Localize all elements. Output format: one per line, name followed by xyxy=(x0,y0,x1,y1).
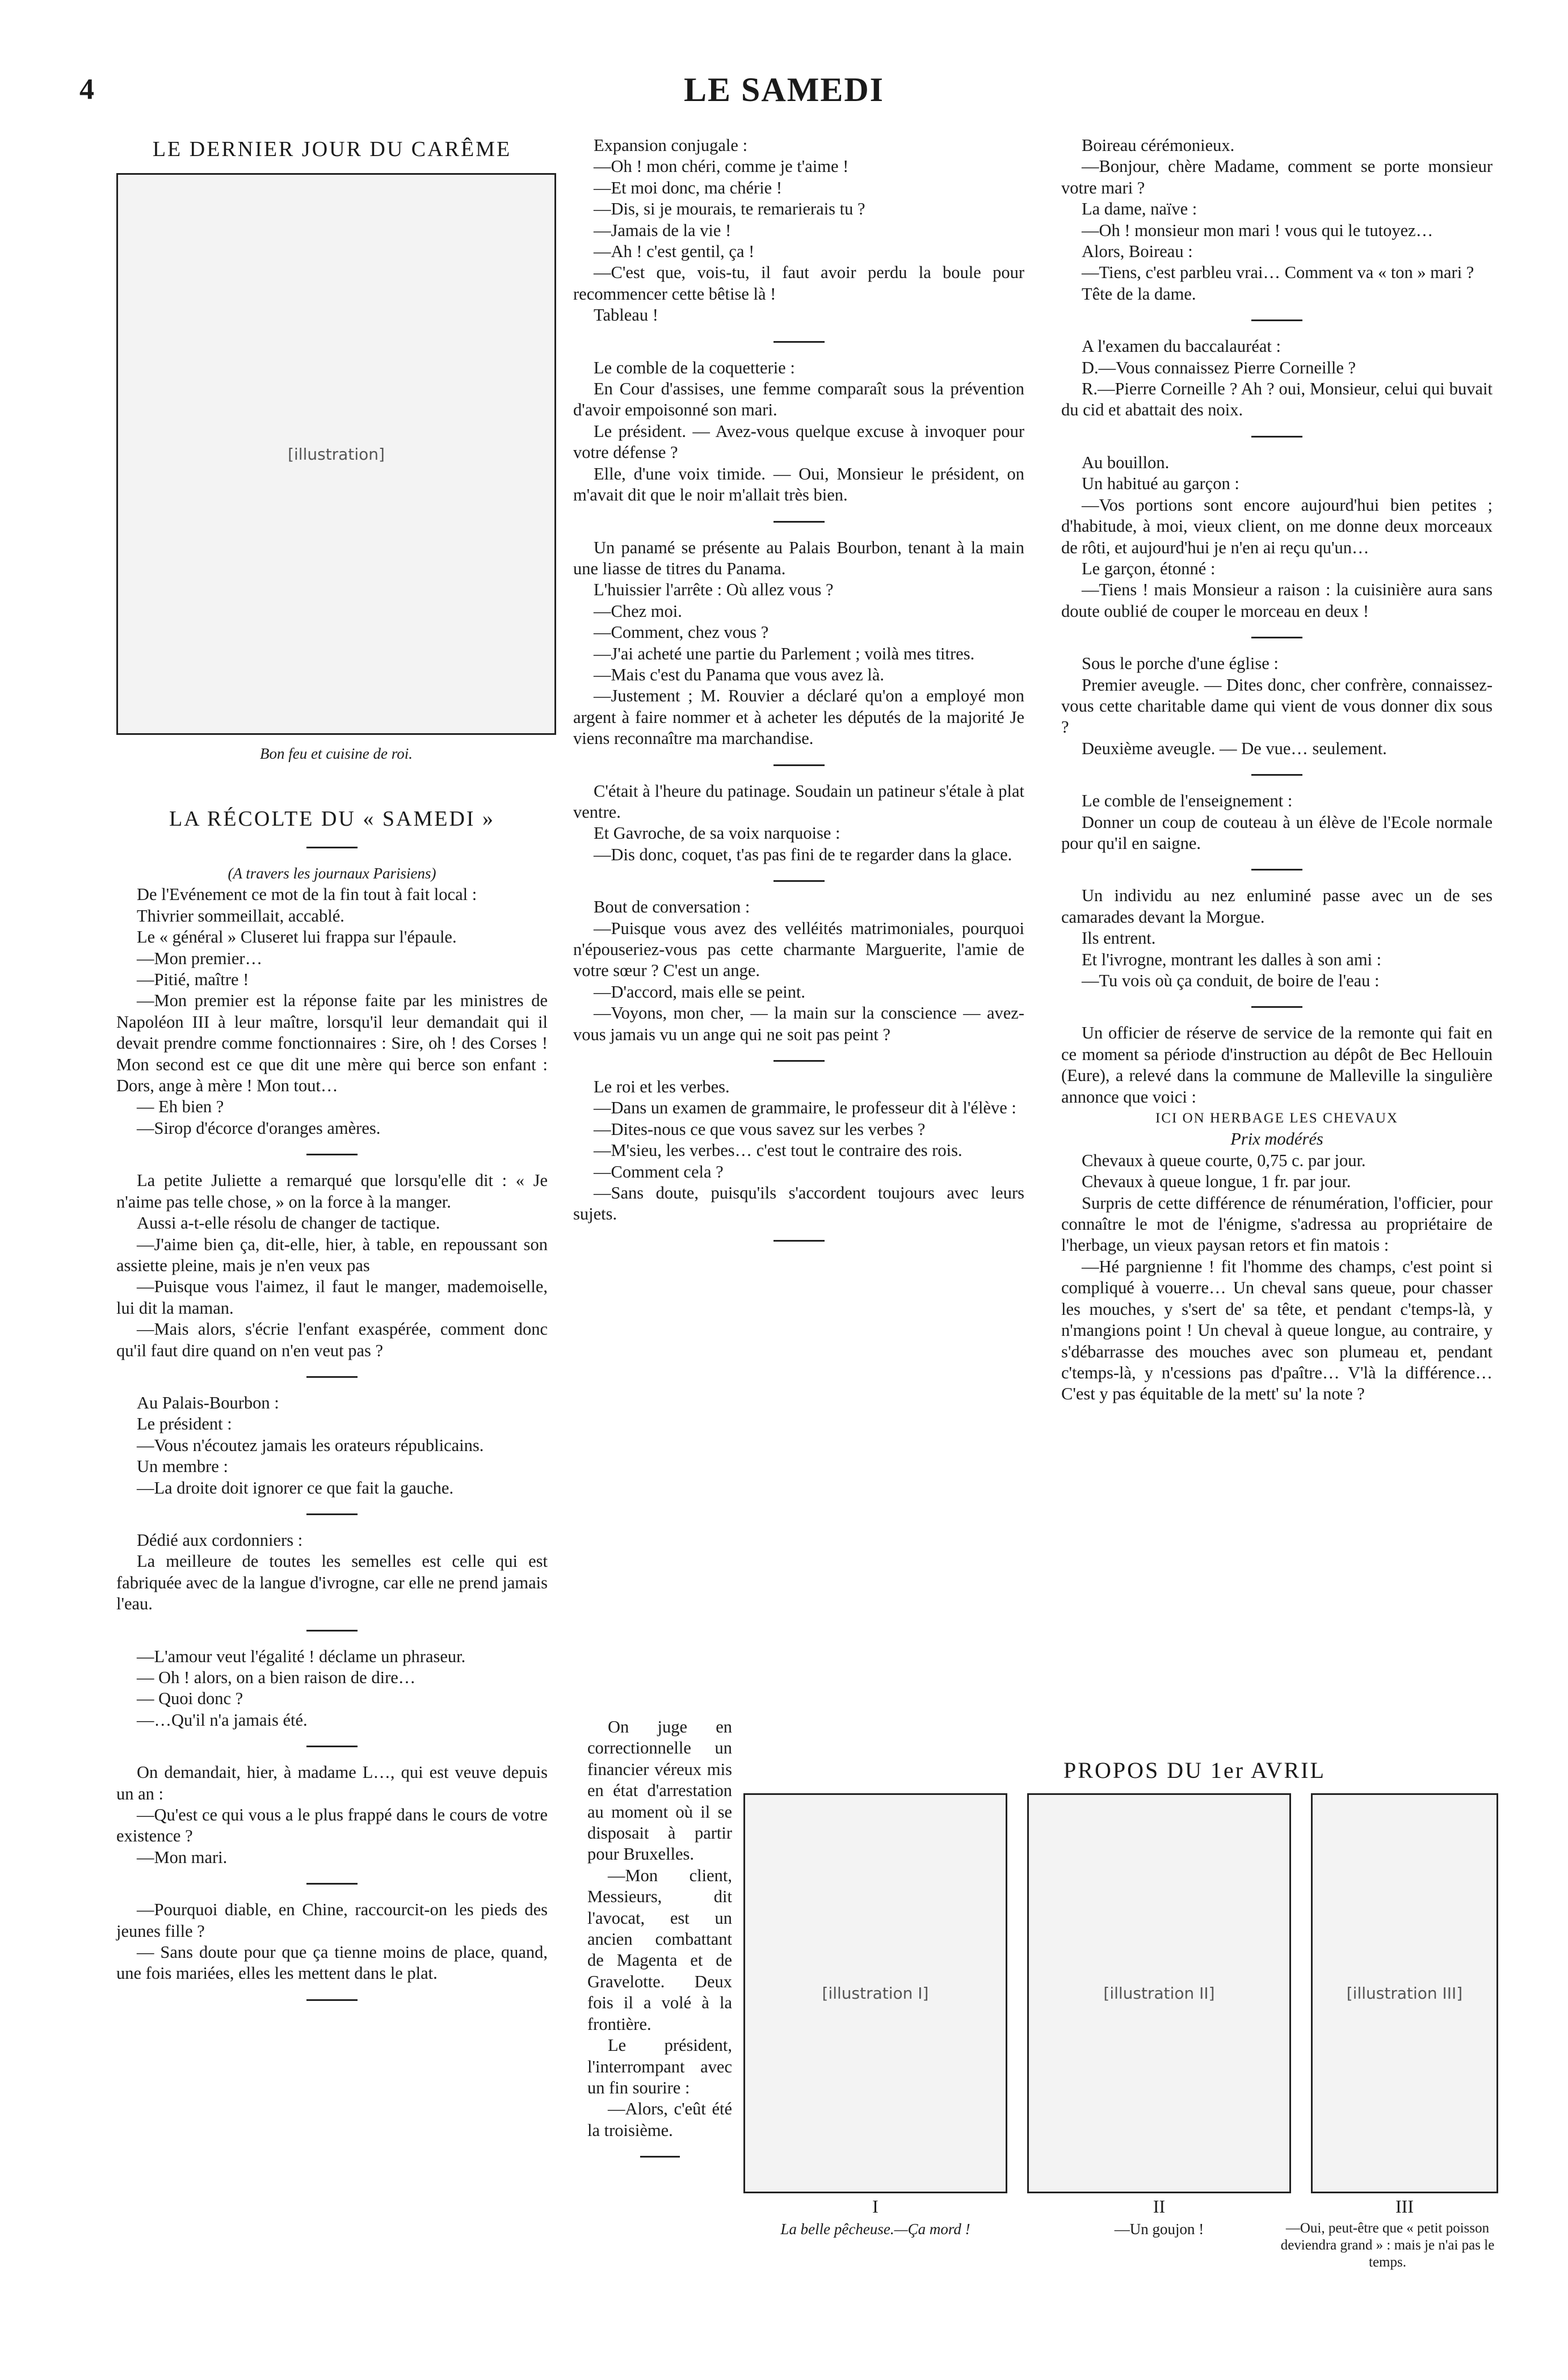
paragraph: Bout de conversation : xyxy=(594,897,750,917)
article-title: LE DERNIER JOUR DU CARÊME xyxy=(152,137,512,161)
paragraph: Au Palais-Bourbon : xyxy=(137,1393,279,1412)
paragraph: —Dis, si je mourais, te remarierais tu ? xyxy=(594,199,865,219)
paragraph: Chevaux à queue courte, 0,75 c. par jour. xyxy=(1082,1150,1366,1170)
paragraph: —Oh ! mon chéri, comme je t'aime ! xyxy=(594,157,849,176)
paragraph: Un panamé se présente au Palais Bourbon, tenant à la main une liasse de titres du Panama. xyxy=(573,537,1024,578)
paragraph: —Dis donc, coquet, t'as pas fini de te regarder dans la glace. xyxy=(594,844,1012,864)
paragraph: — Quoi donc ? xyxy=(137,1689,243,1709)
paragraph: —La droite doit ignorer ce que fait la gauche. xyxy=(137,1478,454,1498)
rule xyxy=(306,1999,358,2001)
masthead: LE SAMEDI xyxy=(683,71,885,108)
paragraph: —C'est que, vois-tu, il faut avoir perdu la boule pour recommencer cette bêtise là ! xyxy=(573,263,1024,304)
paragraph: —Mon premier est la réponse faite par les ministres de Napoléon III à leur maître, lorsqu'il leur demandait qui il devait prendre comme fonctionnaires : Sire, oh ! des Corses ! Mon second est ce que dit une mère qui berce son enfant : Dors, ange à mère ! Mon tout… xyxy=(116,991,548,1096)
rule xyxy=(306,847,358,848)
panel-3-caption: —Oui, peut-être que « petit poisson deviendra grand » : mais je n'ai pas le temps. xyxy=(1280,2221,1495,2270)
rule xyxy=(640,2156,680,2158)
paragraph: —D'accord, mais elle se peint. xyxy=(594,982,806,1002)
paragraph: —Puisque vous l'aimez, il faut le manger, mademoiselle, lui dit la maman. xyxy=(116,1277,548,1318)
paragraph: De l'Evénement ce mot de la fin tout à fait local : xyxy=(137,885,477,905)
paragraph: Ils entrent. xyxy=(1082,928,1156,948)
propos-title: PROPOS DU 1er AVRIL xyxy=(1063,1757,1326,1783)
illustration-careme xyxy=(116,173,556,735)
paragraph: On demandait, hier, à madame L…, qui est veuve depuis un an : xyxy=(116,1763,548,1803)
panel-3-numeral: III xyxy=(1395,2196,1414,2217)
paragraph: —Tiens, c'est parbleu vrai… Comment va « ton » mari ? xyxy=(1082,263,1474,283)
paragraph: —Bonjour, chère Madame, comment se porte monsieur votre mari ? xyxy=(1061,157,1493,197)
column-3 xyxy=(1061,135,1493,1405)
paragraph: Premier aveugle. — Dites donc, cher confrère, connaissez-vous cette charitable dame qui vient de vous donner dix sous ? xyxy=(1061,675,1493,737)
paragraph: Thivrier sommeillait, accablé. xyxy=(137,906,344,926)
page-number: 4 xyxy=(79,73,94,106)
paragraph: Chevaux à queue longue, 1 fr. par jour. xyxy=(1082,1172,1351,1192)
rule xyxy=(1251,869,1302,871)
rule xyxy=(1251,637,1302,638)
paragraph: Un habitué au garçon : xyxy=(1082,474,1239,494)
paragraph: —Mon client, Messieurs, dit l'avocat, est un ancien combattant de Magenta et de Gravelotte. Deux fois il a volé à la frontière. xyxy=(587,1865,732,2034)
rule xyxy=(1251,774,1302,776)
paragraph: Alors, Boireau : xyxy=(1082,242,1193,262)
paragraph: —Vous n'écoutez jamais les orateurs républicains. xyxy=(137,1435,484,1455)
paragraph: Le comble de l'enseignement : xyxy=(1082,791,1293,811)
paragraph: —Tiens ! mais Monsieur a raison : la cuisinière aura sans doute oublié de couper le morceau en deux ! xyxy=(1061,580,1493,621)
paragraph: Et l'ivrogne, montrant les dalles à son ami : xyxy=(1082,949,1382,969)
paragraph: Boireau cérémonieux. xyxy=(1082,136,1235,155)
paragraph: —Sirop d'écorce d'oranges amères. xyxy=(137,1118,381,1138)
rule xyxy=(1251,436,1302,438)
rule xyxy=(306,1883,358,1885)
paragraph: —Jamais de la vie ! xyxy=(594,220,732,240)
paragraph: — Oh ! alors, on a bien raison de dire… xyxy=(137,1668,416,1687)
paragraph: Un membre : xyxy=(137,1457,228,1477)
paragraph: L'huissier l'arrête : Où allez vous ? xyxy=(594,580,834,600)
panel-3-label: [illustration III] xyxy=(1346,1984,1463,2003)
paragraph: Un officier de réserve de service de la remonte qui fait en ce moment sa période d'instruction au dépôt de Bec Hellouin (Eure), a relevé dans la commune de Malleville la singulière annonce que voici : xyxy=(1061,1023,1493,1107)
rule xyxy=(306,1376,358,1378)
paragraph: On juge en correctionnelle un financier véreux mis en état d'arrestation au moment où il se disposait à partir pour Bruxelles. xyxy=(587,1717,732,1864)
paragraph: —Chez moi. xyxy=(594,601,682,621)
paragraph: —Oh ! monsieur mon mari ! vous qui le tutoyez… xyxy=(1082,220,1434,240)
section-subtitle: (A travers les journaux Parisiens) xyxy=(228,865,436,882)
paragraph: —Ah ! c'est gentil, ça ! xyxy=(594,242,755,262)
paragraph: —Comment cela ? xyxy=(594,1162,724,1181)
paragraph: —Pitié, maître ! xyxy=(137,970,249,990)
rule xyxy=(1251,1006,1302,1008)
paragraph: —Mon premier… xyxy=(137,948,263,968)
paragraph: Un individu au nez enluminé passe avec un de ses camarades devant la Morgue. xyxy=(1061,886,1493,927)
column-2 xyxy=(573,135,1024,1256)
notice-heading: ICI ON HERBAGE LES CHEVAUX xyxy=(1155,1111,1398,1126)
paragraph: —Mais c'est du Panama que vous avez là. xyxy=(594,665,884,684)
panel-1-label: [illustration I] xyxy=(822,1984,929,2003)
paragraph: Le garçon, étonné : xyxy=(1082,558,1216,578)
illustration-careme-label: [illustration] xyxy=(288,444,385,464)
notice-subheading: Prix modérés xyxy=(1230,1129,1323,1149)
paragraph: Deuxième aveugle. — De vue… seulement. xyxy=(1082,738,1387,758)
section-title: LA RÉCOLTE DU « SAMEDI » xyxy=(169,807,495,831)
rule xyxy=(306,1154,358,1155)
rule xyxy=(306,1630,358,1631)
paragraph: —Hé pargnienne ! fit l'homme des champs, c'est point si compliqué à vouerre… Un cheval sans queue, pour chasser les mouches, y s'sert de' sa tête, et pendant c'temps-là, y n'mangions point ! Un cheval à queue longue, au contraire, y s'débarrasse des mouches avec son plumeau et, pendant c'temps-là, y n'cessions pas d'paître… V'là la différence… C'est y pas équitable de la mett' su' la note ? xyxy=(1061,1256,1493,1404)
paragraph: C'était à l'heure du patinage. Soudain un patineur s'étale à plat ventre. xyxy=(573,781,1024,822)
paragraph: —J'ai acheté une partie du Parlement ; voilà mes titres. xyxy=(594,644,975,663)
paragraph: —Mon mari. xyxy=(137,1847,228,1867)
paragraph: —…Qu'il n'a jamais été. xyxy=(137,1710,308,1730)
paragraph: R.—Pierre Corneille ? Ah ? oui, Monsieur, celui qui buvait du cid et abattait des noix. xyxy=(1061,379,1493,420)
panel-1-illustration xyxy=(743,1793,1007,2193)
paragraph: Et Gavroche, de sa voix narquoise : xyxy=(594,823,840,843)
panel-2-label: [illustration II] xyxy=(1103,1984,1215,2003)
rule xyxy=(1251,319,1302,321)
paragraph: Expansion conjugale : xyxy=(594,136,748,155)
paragraph: Tableau ! xyxy=(594,305,658,325)
column-1-text xyxy=(116,806,548,2016)
paragraph: —Justement ; M. Rouvier a déclaré qu'on a employé mon argent à faire nommer et à acheter les députés de la majorité Je viens reconnaître ma marchandise. xyxy=(573,686,1024,749)
paragraph: —J'aime bien ça, dit-elle, hier, à table, en repoussant son assiette pleine, mais je n'en veux pas xyxy=(116,1234,548,1275)
paragraph: D.—Vous connaissez Pierre Corneille ? xyxy=(1082,358,1356,377)
illustration-caption: Bon feu et cuisine de roi. xyxy=(260,745,413,762)
paragraph: —Pourquoi diable, en Chine, raccourcit-on les pieds des jeunes fille ? xyxy=(116,1900,548,1941)
paragraph: Le président, l'interrompant avec un fin sourire : xyxy=(587,2036,732,2097)
paragraph: Sous le porche d'une église : xyxy=(1082,654,1279,674)
column-2-narrow xyxy=(587,1717,732,2172)
panel-1-numeral: I xyxy=(872,2196,878,2217)
paragraph: Donner un coup de couteau à un élève de l'Ecole normale pour qu'il en saigne. xyxy=(1061,812,1493,853)
paragraph: —Tu vois où ça conduit, de boire de l'eau : xyxy=(1082,971,1380,990)
rule xyxy=(774,764,825,766)
column-1 xyxy=(116,136,548,162)
paragraph: A l'examen du baccalauréat : xyxy=(1082,337,1281,356)
paragraph: — Eh bien ? xyxy=(137,1097,224,1117)
rule xyxy=(774,1060,825,1062)
paragraph: La dame, naïve : xyxy=(1082,199,1197,219)
paragraph: Aussi a-t-elle résolu de changer de tactique. xyxy=(137,1213,440,1233)
paragraph: —M'sieu, les verbes… c'est tout le contraire des rois. xyxy=(594,1141,962,1160)
paragraph: — Sans doute pour que ça tienne moins de place, quand, une fois mariées, elles les mettent dans le plat. xyxy=(116,1942,548,1983)
paragraph: —Dans un examen de grammaire, le professeur dit à l'élève : xyxy=(594,1098,1016,1118)
paragraph: Le président : xyxy=(137,1414,232,1434)
paragraph: Elle, d'une voix timide. — Oui, Monsieur le président, on m'avait dit que le noir m'allait très bien. xyxy=(573,464,1024,505)
rule xyxy=(774,1240,825,1242)
paragraph: Le roi et les verbes. xyxy=(594,1077,730,1097)
paragraph: —Voyons, mon cher, — la main sur la conscience — avez-vous jamais vu un ange qui ne soit pas peint ? xyxy=(573,1003,1024,1044)
panel-2-caption: —Un goujon ! xyxy=(1114,2221,1204,2238)
paragraph: —Comment, chez vous ? xyxy=(594,623,769,642)
paragraph: Au bouillon. xyxy=(1082,452,1170,472)
paragraph: Dédié aux cordonniers : xyxy=(137,1530,303,1550)
paragraph: —Mais alors, s'écrie l'enfant exaspérée, comment donc qu'il faut dire quand on n'en veut pas ? xyxy=(116,1319,548,1360)
rule xyxy=(774,341,825,343)
paragraph: —Alors, c'eût été la troisième. xyxy=(587,2099,732,2140)
paragraph: —Et moi donc, ma chérie ! xyxy=(594,178,783,197)
paragraph: Le président. — Avez-vous quelque excuse à invoquer pour votre défense ? xyxy=(573,421,1024,462)
paragraph: —Puisque vous avez des velléités matrimoniales, pourquoi n'épouseriez-vous pas cette charmante Marguerite, l'amie de votre sœur ? C'est un ange. xyxy=(573,918,1024,981)
rule xyxy=(774,521,825,523)
panel-2-illustration xyxy=(1027,1793,1291,2193)
rule xyxy=(306,1746,358,1747)
paragraph: —Sans doute, puisqu'ils s'accordent toujours avec leurs sujets. xyxy=(573,1183,1024,1224)
panel-2-numeral: II xyxy=(1153,2196,1166,2217)
panel-3-illustration xyxy=(1311,1793,1498,2193)
paragraph: —Dites-nous ce que vous savez sur les verbes ? xyxy=(594,1119,926,1139)
panel-1-caption: La belle pêcheuse.—Ça mord ! xyxy=(780,2221,970,2238)
paragraph: —Vos portions sont encore aujourd'hui bien petites ; d'habitude, à moi, vieux client, on me donne deux morceaux de rôti, et aujourd'hui je n'en ai reçu qu'un… xyxy=(1061,495,1493,557)
paragraph: La meilleure de toutes les semelles est celle qui est fabriquée avec de la langue d'ivrogne, car elle ne prend jamais l'eau. xyxy=(116,1551,548,1614)
paragraph: —Qu'est ce qui vous a le plus frappé dans le cours de votre existence ? xyxy=(116,1805,548,1846)
paragraph: —L'amour veut l'égalité ! déclame un phraseur. xyxy=(137,1646,466,1666)
rule xyxy=(306,1513,358,1515)
paragraph: Tête de la dame. xyxy=(1082,284,1196,304)
paragraph: En Cour d'assises, une femme comparaît sous la prévention d'avoir empoisonné son mari. xyxy=(573,379,1024,420)
paragraph: Le comble de la coquetterie : xyxy=(594,358,795,377)
rule xyxy=(774,880,825,882)
paragraph: Le « général » Cluseret lui frappa sur l'épaule. xyxy=(137,927,457,947)
paragraph: La petite Juliette a remarqué que lorsqu'elle dit : « Je n'aime pas telle chose, » on la force à la manger. xyxy=(116,1171,548,1212)
paragraph: Surpris de cette différence de rénumération, l'officier, pour connaître le mot de l'énigme, s'adressa au propriétaire de l'herbage, un vieux paysan retors et fin matois : xyxy=(1061,1193,1493,1255)
